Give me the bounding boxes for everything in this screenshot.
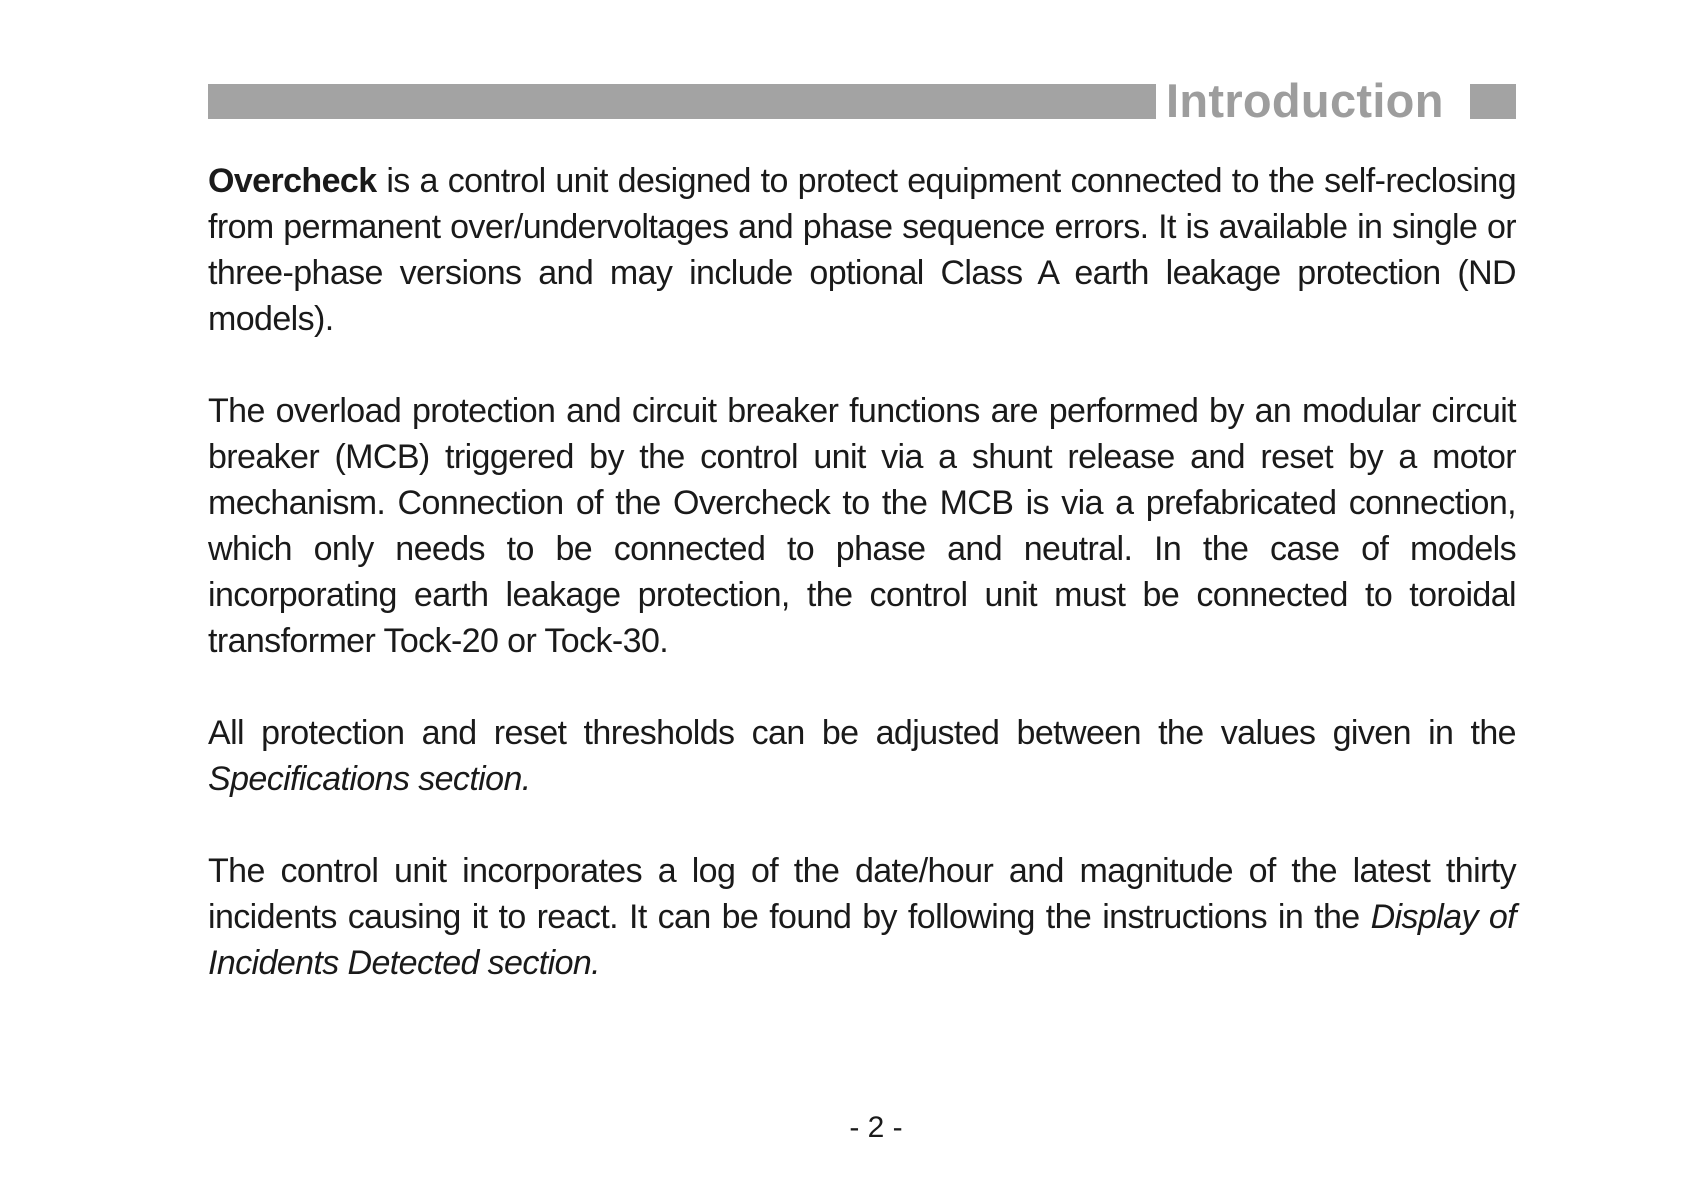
header-rule-square <box>1470 84 1516 119</box>
paragraph-incident-log <box>208 848 1516 986</box>
paragraph-thresholds <box>208 710 1516 802</box>
paragraph-overview <box>208 158 1516 342</box>
paragraph-overview-text: is a control unit designed to protect equipment connected to the self-reclosing from permanent over/undervoltages and phase sequence errors. It is available in single or three-phase versions and may include optional Class A earth leakage protection (ND models). <box>208 162 1516 338</box>
paragraph-thresholds-text: All protection and reset thresholds can be adjusted between the values given in the <box>208 714 1516 752</box>
section-header <box>208 74 1516 127</box>
paragraph-circuit-breaker <box>208 388 1516 664</box>
header-rule-bar <box>208 84 1156 119</box>
body-text <box>208 158 1516 986</box>
incidents-reference: Display of Incidents Detected section. <box>208 898 1516 982</box>
section-title: Introduction <box>1166 74 1444 127</box>
page-number: - 2 - <box>849 1111 903 1144</box>
product-name: Overcheck <box>208 162 377 200</box>
paragraph-incident-log-text: The control unit incorporates a log of the date/hour and magnitude of the latest thirty incidents causing it to react. It can be found by following the instructions in the <box>208 852 1516 936</box>
paragraph-circuit-breaker-text: The overload protection and circuit breaker functions are performed by an modular circuit breaker (MCB) triggered by the control unit via a shunt release and reset by a motor mechanism. Connection of the Overcheck to the MCB is via a prefabricated connection, which only needs to be connected to phase and neutral. In the case of models incorporating earth leakage protection, the control unit must be connected to toroidal transformer Tock-20 or Tock-30. <box>208 392 1516 660</box>
specifications-reference: Specifications section. <box>208 760 531 798</box>
